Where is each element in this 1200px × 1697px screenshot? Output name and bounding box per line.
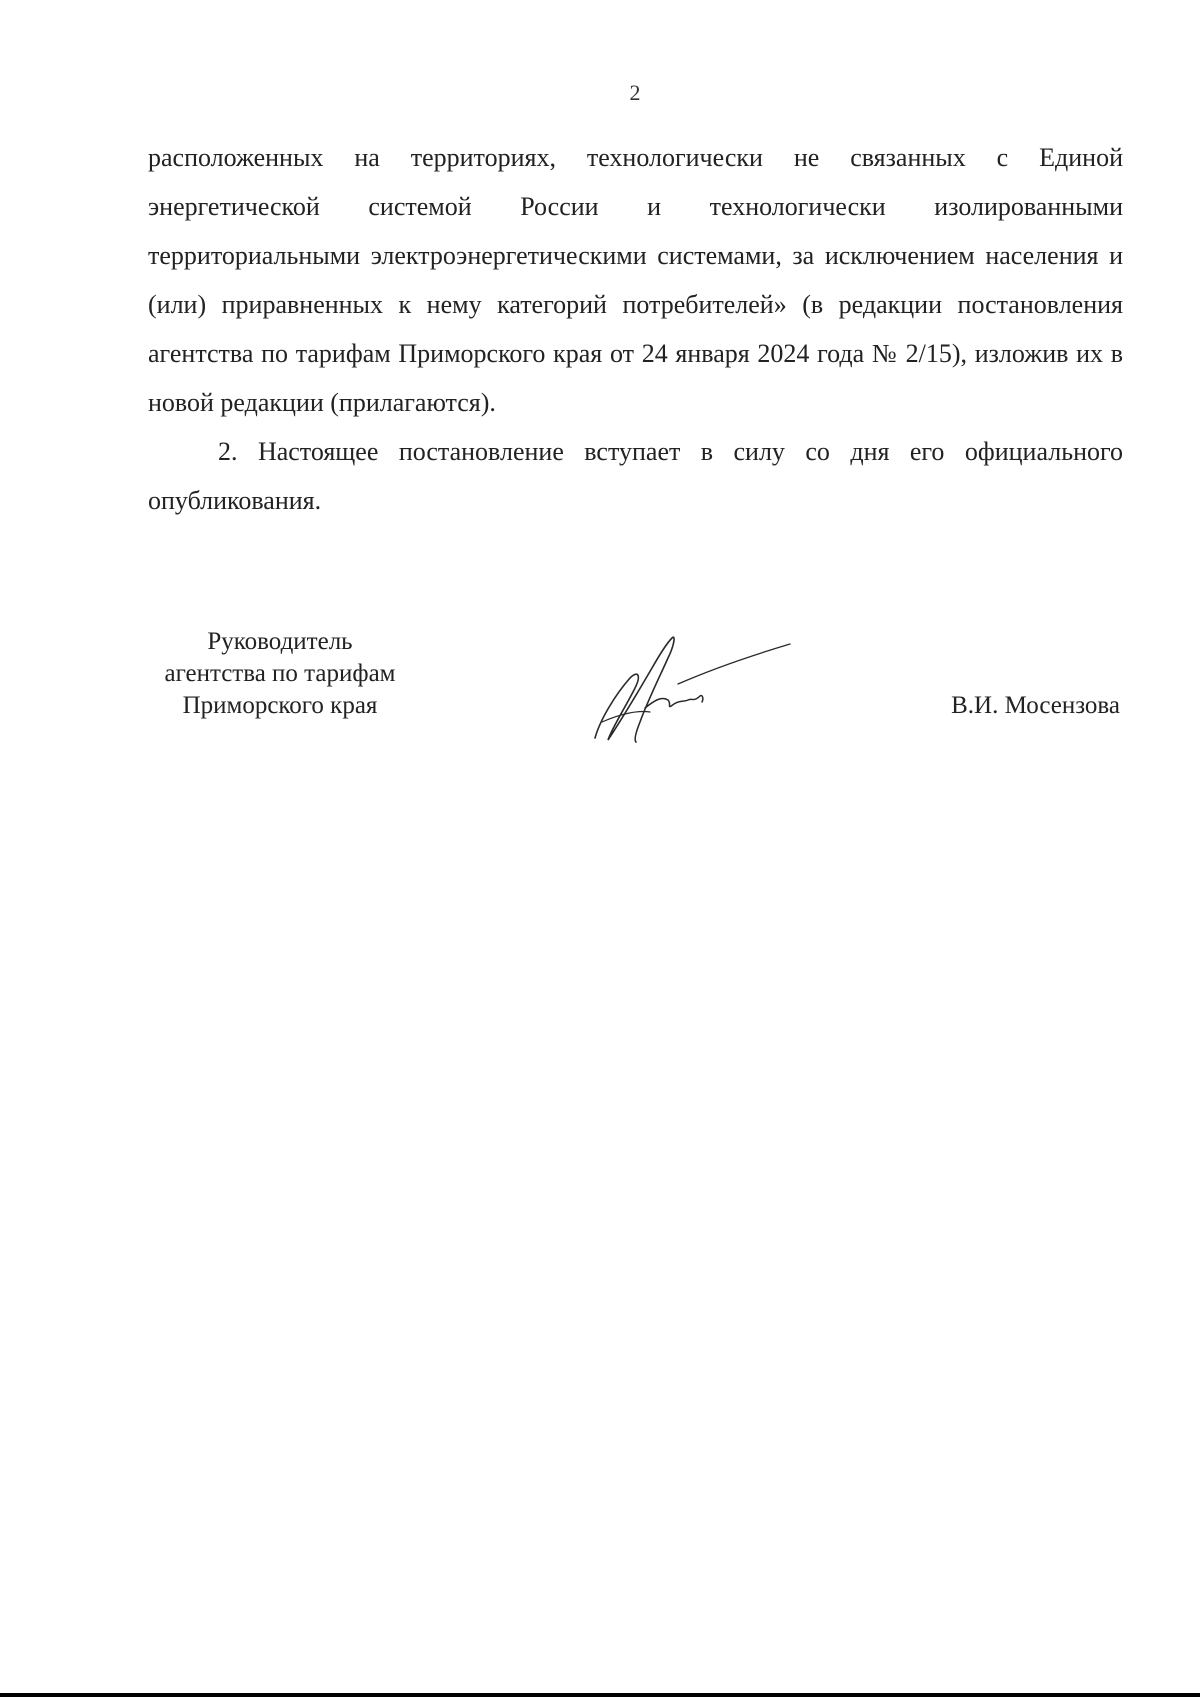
- signer-position-line: Приморского края: [182, 692, 378, 719]
- handwritten-signature: [590, 630, 800, 750]
- signer-position-line: Руководитель: [207, 628, 353, 655]
- page-bottom-border: [0, 1693, 1200, 1697]
- paragraph-clause-2: 2. Настоящее постановление вступает в силу со дня его официального опубликования.: [148, 437, 1123, 515]
- signer-position-line: агентства по тарифам: [164, 660, 396, 687]
- signer-name: В.И. Мосензова: [951, 692, 1120, 719]
- signer-position: [140, 626, 420, 722]
- paragraph-continuation: расположенных на территориях, технологически не связанных с Единой энергетической системой России и технологически изолированными территориальными электроэнергетическими системами, за исключением населения и (или) приравненных к нему категорий потребителей» (в редакции постановления агентства по тарифам Приморского края от 24 января 2024 года № 2/15), изложив их в новой редакции (прилагаются).: [148, 143, 1123, 417]
- page-number: 2: [629, 80, 641, 105]
- document-body: [148, 133, 1123, 525]
